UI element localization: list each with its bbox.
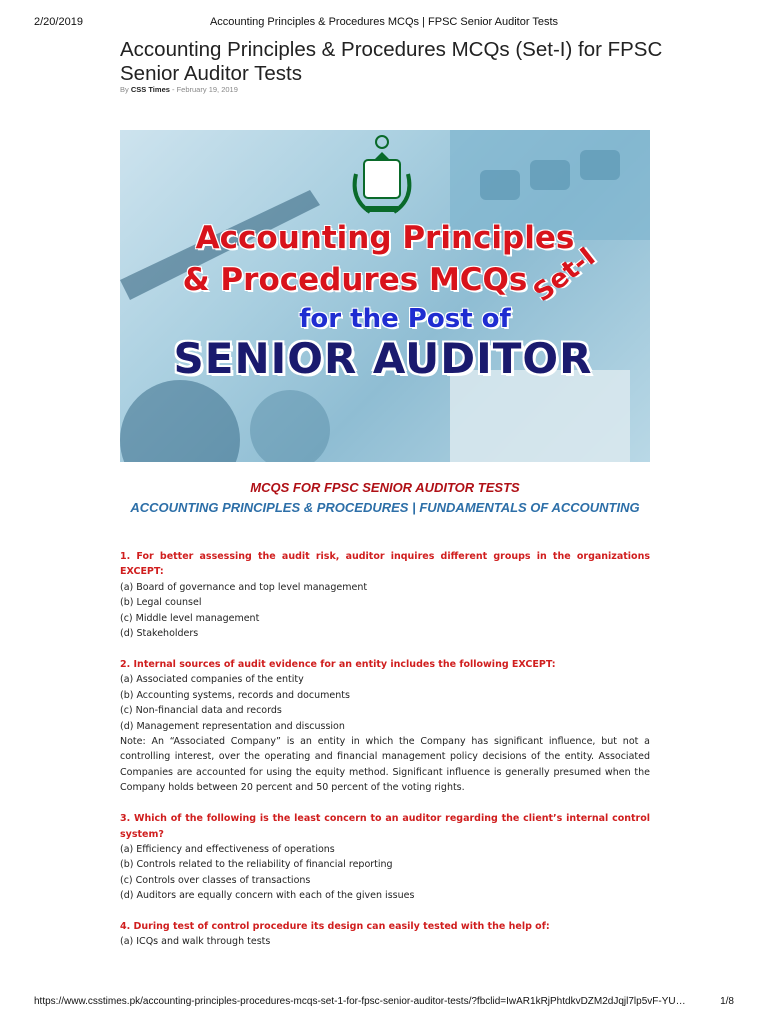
question-option: (a) Efficiency and effectiveness of operations [120,843,335,855]
question-item [120,811,650,903]
question-option: (b) Controls related to the reliability of financial reporting [120,859,393,871]
print-date: 2/20/2019 [34,16,83,28]
byline-separator: - [172,85,175,94]
question-option: (c) Middle level management [120,612,260,624]
question-option: (c) Controls over classes of transactions [120,874,311,886]
question-text: 3. Which of the following is the least concern to an auditor regarding the client’s internal control system? [120,813,650,840]
banner-line-3: for the Post of [299,304,511,334]
section-heading-2: ACCOUNTING PRINCIPLES & PROCEDURES | FUNDAMENTALS OF ACCOUNTING [130,500,640,515]
question-option: (a) ICQs and walk through tests [120,936,271,948]
page-url-link[interactable]: https://www.csstimes.pk/accounting-principles-procedures-mcqs-set-1-for-fpsc-senior-auditor-tests/?fbclid=IwAR1kRjPhtdkvDZM2dJqjl7lp5vF-YU… [34,996,686,1007]
question-option: (a) Associated companies of the entity [120,674,304,686]
question-option: (d) Management representation and discussion [120,720,345,732]
section-heading-1: MCQS FOR FPSC SENIOR AUDITOR TESTS [250,480,520,495]
print-header [34,16,734,30]
question-note: Note: An “Associated Company” is an entity in which the Company has significant influence, but not a controlling interest, over the operating and financial management policy decisions of the entity. Associated Companies are accounted for using the equity method. Significant influence is generally presumed when the Company holds between 20 percent and 50 percent of the voting rights. [120,735,650,794]
question-option: (d) Stakeholders [120,628,199,640]
print-footer [34,996,734,1010]
question-item [120,657,650,796]
author-link[interactable]: CSS Times [130,85,170,94]
question-item [120,549,650,641]
question-option: (b) Legal counsel [120,597,202,609]
question-item [120,919,650,950]
question-option: (c) Non-financial data and records [120,705,282,717]
banner-line-4: SENIOR AUDITOR [173,334,593,383]
banner-line-1: Accounting Principles [195,220,575,256]
question-text: 1. For better assessing the audit risk, auditor inquires different groups in the organizations EXCEPT: [120,551,650,578]
page-number: 1/8 [720,996,734,1007]
banner-set-label: Set-I [528,241,602,309]
question-text: 2. Internal sources of audit evidence for an entity includes the following EXCEPT: [120,658,556,670]
question-text: 4. During test of control procedure its design can easily tested with the help of: [120,921,550,933]
byline-by: By [120,85,129,94]
mcq-list [120,549,650,965]
question-option: (b) Accounting systems, records and documents [120,689,350,701]
government-emblem-icon [355,136,410,212]
banner-line-2: & Procedures MCQs [182,262,528,298]
featured-banner-image [120,130,650,462]
byline [120,85,238,94]
publish-date: February 19, 2019 [176,85,238,94]
article-title: Accounting Principles & Procedures MCQs (Set-I) for FPSC Senior Auditor Tests [120,38,663,85]
question-option: (d) Auditors are equally concern with each of the given issues [120,890,415,902]
question-option: (a) Board of governance and top level management [120,581,368,593]
print-page-title: Accounting Principles & Procedures MCQs | FPSC Senior Auditor Tests [209,16,559,28]
